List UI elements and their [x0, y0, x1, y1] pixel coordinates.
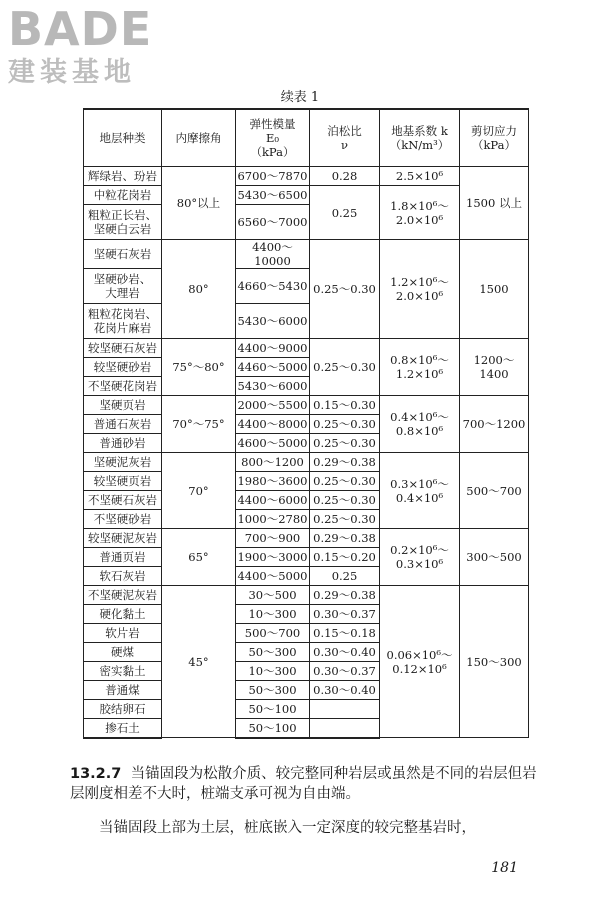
coefficient-line: 2.0×10⁶	[395, 289, 444, 303]
header-line: （kPa）	[471, 138, 517, 152]
rock-type-line: 坚硬页岩	[99, 398, 146, 412]
coefficient-line: 0.3×10⁶～	[390, 476, 449, 491]
poisson-ratio-cell: 0.29～0.38	[310, 529, 380, 548]
rock-type-line: 坚硬石灰岩	[93, 247, 152, 261]
shear-stress-cell: 1500	[460, 240, 529, 339]
rock-type-cell	[84, 358, 162, 377]
rock-type-line: 粗粒花岗岩、	[88, 307, 157, 321]
rock-type-line: 粗粒正长岩、	[88, 208, 157, 222]
rock-type-line: 普通页岩	[99, 550, 146, 564]
rock-type-cell	[84, 186, 162, 205]
header-line: 内摩擦角	[175, 131, 222, 145]
friction-angle-cell: 70°	[162, 453, 236, 529]
table-body	[84, 167, 529, 738]
poisson-ratio-cell: 0.28	[310, 167, 380, 186]
rock-type-cell	[84, 624, 162, 643]
poisson-ratio-cell: 0.15～0.18	[310, 624, 380, 643]
table-caption: 续表 1	[280, 90, 320, 105]
logo-subtitle: 建装基地	[8, 57, 136, 88]
rock-type-line: 硬化黏土	[99, 607, 146, 621]
table-row	[84, 396, 529, 415]
elastic-modulus-cell: 700～900	[236, 529, 310, 548]
rock-type-cell	[84, 491, 162, 510]
subgrade-coefficient-cell	[380, 396, 460, 453]
rock-type-cell	[84, 567, 162, 586]
subgrade-coefficient-cell: 2.5×10⁶	[380, 167, 460, 186]
header-line: （kN/m³）	[389, 138, 450, 152]
subgrade-coefficient-cell	[380, 453, 460, 529]
page-number: 181	[491, 860, 518, 876]
rock-type-line: 辉绿岩、玢岩	[88, 169, 157, 183]
rock-type-line: 较坚硬石灰岩	[88, 341, 157, 355]
header-cell	[84, 109, 162, 167]
rock-type-cell	[84, 662, 162, 681]
coefficient-line: 0.4×10⁶～	[390, 410, 449, 424]
subgrade-coefficient-cell	[380, 186, 460, 240]
rock-type-cell	[84, 472, 162, 491]
friction-angle-cell: 65°	[162, 529, 236, 586]
header-line: 剪切应力	[471, 124, 517, 138]
subgrade-coefficient-cell	[380, 339, 460, 396]
rock-type-cell	[84, 719, 162, 738]
poisson-ratio-cell	[310, 700, 380, 719]
rock-type-line: 硬煤	[111, 645, 134, 659]
elastic-modulus-cell: 10～300	[236, 605, 310, 624]
elastic-modulus-cell: 2000～5500	[236, 396, 310, 415]
elastic-modulus-cell: 10～300	[236, 662, 310, 681]
elastic-modulus-cell: 30～500	[236, 586, 310, 605]
poisson-ratio-cell: 0.25～0.30	[310, 339, 380, 396]
elastic-modulus-cell: 4400～10000	[236, 240, 310, 269]
friction-angle-cell: 45°	[162, 586, 236, 738]
elastic-modulus-cell: 50～100	[236, 700, 310, 719]
friction-angle-cell: 70°～75°	[162, 396, 236, 453]
header-cell	[162, 109, 236, 167]
rock-type-line: 较坚硬砂岩	[93, 360, 152, 374]
rock-type-line: 坚硬泥灰岩	[93, 455, 152, 469]
rock-type-cell	[84, 396, 162, 415]
poisson-ratio-cell: 0.25～0.30	[310, 491, 380, 510]
rock-type-cell	[84, 529, 162, 548]
rock-type-line: 大理岩	[105, 286, 140, 300]
rock-type-line: 密实黏土	[99, 664, 146, 678]
poisson-ratio-cell: 0.25～0.30	[310, 415, 380, 434]
elastic-modulus-cell: 4400～8000	[236, 415, 310, 434]
header-line: ν	[341, 138, 348, 152]
rock-type-line: 普通石灰岩	[93, 417, 152, 431]
poisson-ratio-cell: 0.15～0.20	[310, 548, 380, 567]
rock-type-cell	[84, 681, 162, 700]
coefficient-line: 0.3×10⁶	[395, 557, 444, 571]
table-row	[84, 339, 529, 358]
rock-type-line: 不坚硬砂岩	[93, 512, 152, 526]
rock-type-cell	[84, 548, 162, 567]
friction-angle-cell: 80°以上	[162, 167, 236, 240]
rock-type-cell	[84, 415, 162, 434]
elastic-modulus-cell: 1980～3600	[236, 472, 310, 491]
table-row	[84, 529, 529, 548]
rock-type-cell	[84, 377, 162, 396]
elastic-modulus-cell: 6560～7000	[236, 205, 310, 240]
rock-type-cell	[84, 339, 162, 358]
rock-type-line: 不坚硬石灰岩	[88, 493, 157, 507]
table-row	[84, 586, 529, 605]
rock-type-line: 较坚硬页岩	[93, 474, 152, 488]
elastic-modulus-cell: 4600～5000	[236, 434, 310, 453]
elastic-modulus-cell: 50～100	[236, 719, 310, 738]
elastic-modulus-cell: 4660～5430	[236, 269, 310, 304]
rock-type-cell	[84, 643, 162, 662]
rock-type-cell	[84, 586, 162, 605]
shear-stress-cell: 150～300	[460, 586, 529, 738]
coefficient-line: 0.12×10⁶	[392, 661, 447, 676]
rock-type-cell	[84, 434, 162, 453]
header-cell	[310, 109, 380, 167]
logo-mark: BADE	[8, 2, 153, 56]
elastic-modulus-cell: 4400～9000	[236, 339, 310, 358]
header-row	[84, 109, 529, 167]
rock-type-cell	[84, 205, 162, 240]
header-cell	[236, 109, 310, 167]
elastic-modulus-cell: 6700～7870	[236, 167, 310, 186]
rock-type-line: 不坚硬花岗岩	[88, 379, 157, 393]
coefficient-line: 0.8×10⁶	[395, 424, 444, 438]
poisson-ratio-cell: 0.30～0.40	[310, 681, 380, 700]
rock-type-cell	[84, 510, 162, 529]
rock-type-line: 坚硬砂岩、	[93, 272, 152, 286]
rock-type-line: 掺石土	[105, 720, 140, 735]
friction-angle-cell: 75°～80°	[162, 339, 236, 396]
header-cell	[380, 109, 460, 167]
poisson-ratio-cell: 0.15～0.30	[310, 396, 380, 415]
rock-type-cell	[84, 269, 162, 304]
poisson-ratio-cell: 0.25～0.30	[310, 240, 380, 339]
subgrade-coefficient-cell	[380, 529, 460, 586]
rock-type-line: 普通煤	[105, 683, 140, 697]
rock-properties-table	[83, 108, 529, 739]
elastic-modulus-cell: 800～1200	[236, 453, 310, 472]
elastic-modulus-cell: 50～300	[236, 681, 310, 700]
paragraph-continued: 当锚固段上部为土层，桩底嵌入一定深度的较完整基岩时，	[99, 820, 476, 836]
subgrade-coefficient-cell	[380, 240, 460, 339]
elastic-modulus-cell: 4400～5000	[236, 567, 310, 586]
coefficient-line: 1.2×10⁶	[395, 367, 444, 381]
rock-type-cell	[84, 700, 162, 719]
poisson-ratio-cell: 0.25～0.30	[310, 510, 380, 529]
header-line: 地基系数 k	[391, 124, 448, 138]
paragraph-13-2-7	[70, 764, 540, 804]
table-row	[84, 240, 529, 269]
shear-stress-cell: 1200～1400	[460, 339, 529, 396]
bade-logo	[8, 2, 178, 90]
table-row	[84, 453, 529, 472]
rock-type-line: 软石灰岩	[99, 569, 146, 583]
elastic-modulus-cell: 5430～6500	[236, 186, 310, 205]
shear-stress-cell: 1500 以上	[460, 167, 529, 240]
rock-type-line: 软片岩	[105, 626, 140, 640]
shear-stress-cell: 300～500	[460, 529, 529, 586]
coefficient-line: 0.4×10⁶	[395, 490, 444, 505]
header-cell	[460, 109, 529, 167]
coefficient-line: 2.0×10⁶	[395, 212, 444, 227]
elastic-modulus-cell: 1000～2780	[236, 510, 310, 529]
table-header	[84, 109, 529, 167]
coefficient-line: 1.8×10⁶～	[390, 198, 449, 213]
section-number: 13.2.7	[70, 766, 122, 782]
poisson-ratio-cell: 0.29～0.38	[310, 586, 380, 605]
coefficient-line: 0.06×10⁶～	[386, 647, 453, 662]
paragraph-text: 当锚固段为松散介质、较完整同种岩层或虽然是不同的岩层但岩层刚度相差不大时，桩端支承可视为自由端。	[70, 766, 537, 802]
rock-type-cell	[84, 605, 162, 624]
rock-type-cell	[84, 453, 162, 472]
rock-type-cell	[84, 240, 162, 269]
coefficient-line: 1.2×10⁶～	[390, 275, 449, 289]
rock-type-line: 中粒花岗岩	[93, 188, 152, 202]
header-line: （kPa）	[250, 145, 295, 159]
rock-type-cell	[84, 304, 162, 339]
header-line: 泊松比	[327, 124, 362, 138]
friction-angle-cell: 80°	[162, 240, 236, 339]
poisson-ratio-cell	[310, 719, 380, 738]
coefficient-line: 0.8×10⁶～	[390, 353, 449, 367]
shear-stress-cell: 500～700	[460, 453, 529, 529]
poisson-ratio-cell: 0.25	[310, 186, 380, 240]
elastic-modulus-cell: 50～300	[236, 643, 310, 662]
header-line: E₀	[265, 131, 279, 145]
poisson-ratio-cell: 0.25	[310, 567, 380, 586]
elastic-modulus-cell: 5430～6000	[236, 377, 310, 396]
poisson-ratio-cell: 0.25～0.30	[310, 472, 380, 491]
coefficient-line: 0.2×10⁶～	[390, 543, 449, 557]
elastic-modulus-cell: 500～700	[236, 624, 310, 643]
header-line: 弹性模量	[249, 117, 296, 131]
rock-type-line: 坚硬白云岩	[93, 222, 152, 236]
elastic-modulus-cell: 4460～5000	[236, 358, 310, 377]
poisson-ratio-cell: 0.30～0.40	[310, 643, 380, 662]
poisson-ratio-cell: 0.29～0.38	[310, 453, 380, 472]
elastic-modulus-cell: 4400～6000	[236, 491, 310, 510]
rock-type-line: 花岗片麻岩	[93, 321, 152, 335]
rock-type-line: 较坚硬泥灰岩	[88, 531, 157, 545]
poisson-ratio-cell: 0.30～0.37	[310, 662, 380, 681]
rock-type-line: 不坚硬泥灰岩	[88, 588, 157, 602]
header-line: 地层种类	[99, 131, 146, 145]
elastic-modulus-cell: 1900～3000	[236, 548, 310, 567]
rock-type-cell	[84, 167, 162, 186]
subgrade-coefficient-cell	[380, 586, 460, 738]
table-row	[84, 167, 529, 186]
shear-stress-cell: 700～1200	[460, 396, 529, 453]
rock-type-line: 胶结卵石	[99, 702, 146, 716]
elastic-modulus-cell: 5430～6000	[236, 304, 310, 339]
rock-type-line: 普通砂岩	[99, 436, 146, 450]
poisson-ratio-cell: 0.30～0.37	[310, 605, 380, 624]
poisson-ratio-cell: 0.25～0.30	[310, 434, 380, 453]
